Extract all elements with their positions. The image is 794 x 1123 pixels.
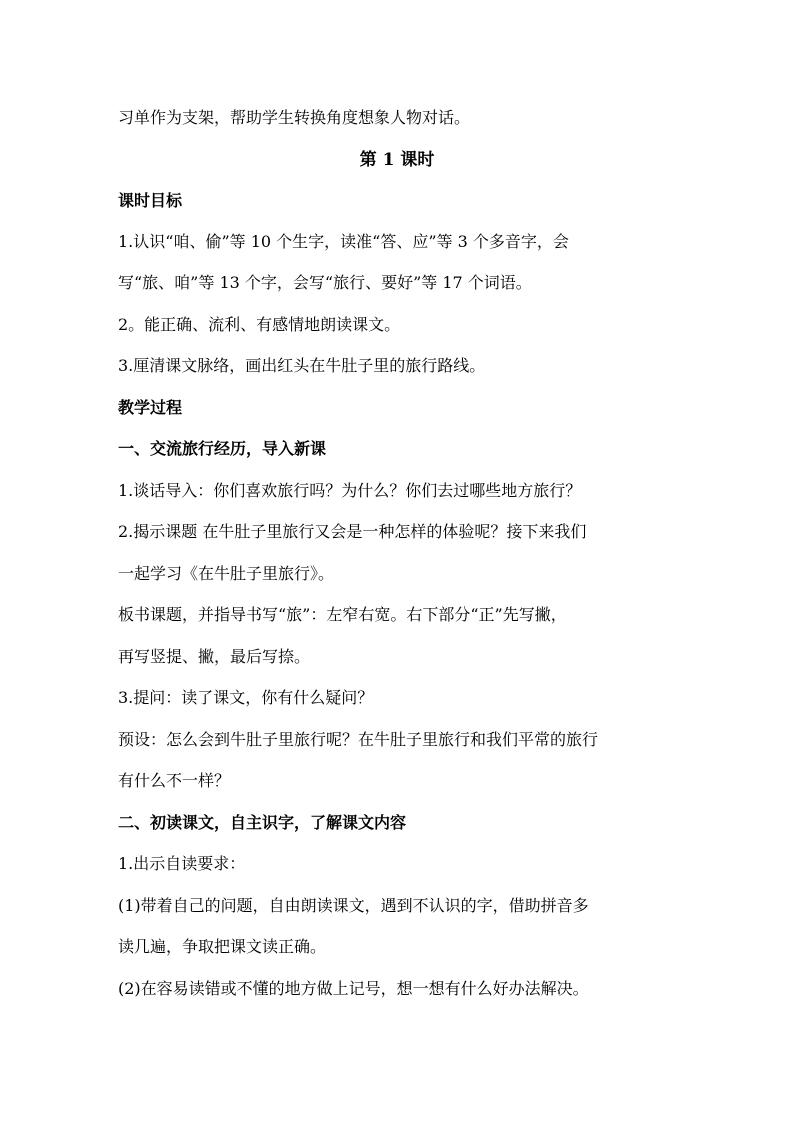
goal-1-line-2: 写“旅、咱”等 13 个字，会写“旅行、要好”等 17 个词语。 [118,273,532,292]
step-2-line-2: 一起学习《在牛肚子里旅行》。 [118,564,335,583]
preset-line-2: 有什么不一样？ [118,771,231,790]
step-2-line-1: 2.揭示课题 在牛肚子里旅行又会是一种怎样的体验呢？接下来我们 [118,522,587,541]
goal-3: 3.厘清课文脉络，画出红头在牛肚子里的旅行路线。 [118,356,486,375]
lesson-title: 第 1 课时 [359,150,435,170]
step-3: 3.提问：读了课文，你有什么疑问？ [118,688,374,707]
board-line-1: 板书课题，并指导书写“旅”：左窄右宽。右下部分“正”先写撇， [118,605,567,624]
preset-line-1: 预设：怎么会到牛肚子里旅行呢？在牛肚子里旅行和我们平常的旅行 [118,730,599,749]
goal-2: 2。能正确、流利、有感情地朗读课文。 [118,315,401,334]
step-1: 1.谈话导入：你们喜欢旅行吗？为什么？你们去过哪些地方旅行？ [118,481,582,500]
req-1-line-1: (1)带着自己的问题，自由朗读课文，遇到不认识的字，借助拼音多 [118,896,589,915]
req-2: (2)在容易读错或不懂的地方做上记号，想一想有什么好办法解决。 [118,979,589,998]
subheading-1: 一、交流旅行经历，导入新课 [118,439,327,458]
intro-line: 习单作为支架，帮助学生转换角度想象人物对话。 [118,108,471,127]
section-heading-goals: 课时目标 [118,191,183,210]
subheading-2: 二、初读课文，自主识字，了解课文内容 [118,813,407,832]
reading-req: 1.出示自读要求： [118,854,246,873]
goal-1-line-1: 1.认识“咱、偷”等 10 个生字，读准“答、应”等 3 个多音字，会 [118,232,569,251]
board-line-2: 再写竖提、撇，最后写捺。 [118,647,311,666]
req-1-line-2: 读几遍，争取把课文读正确。 [118,937,327,956]
section-heading-process: 教学过程 [118,398,183,417]
